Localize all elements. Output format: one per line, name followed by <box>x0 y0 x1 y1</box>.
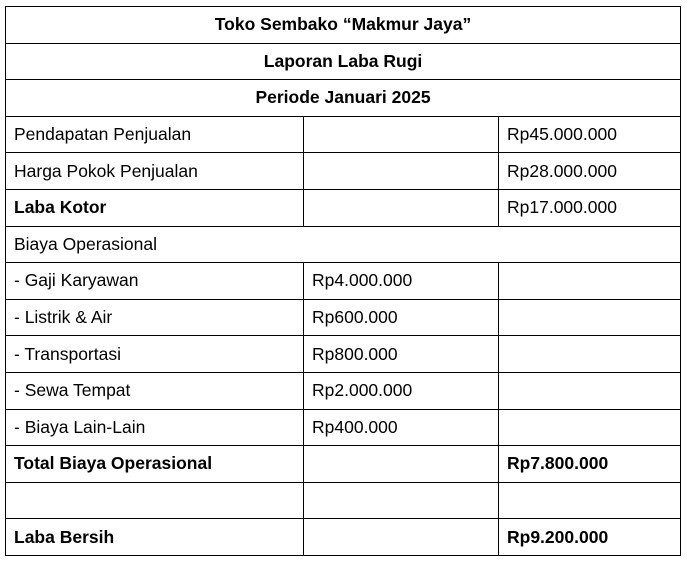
empty-cell <box>6 482 304 519</box>
report-period: Periode Januari 2025 <box>6 80 681 117</box>
table-row-net-profit <box>6 519 681 556</box>
empty-cell <box>304 446 499 483</box>
expense-amount: Rp400.000 <box>304 409 499 446</box>
empty-cell <box>304 116 499 153</box>
total-opex-label: Total Biaya Operasional <box>6 446 304 483</box>
empty-cell <box>499 263 681 300</box>
cogs-amount: Rp28.000.000 <box>499 153 681 190</box>
header-row-title <box>6 43 681 80</box>
report-title: Laporan Laba Rugi <box>6 43 681 80</box>
expense-label: - Sewa Tempat <box>6 372 304 409</box>
net-profit-amount: Rp9.200.000 <box>499 519 681 556</box>
header-row-store <box>6 7 681 44</box>
expense-amount: Rp800.000 <box>304 336 499 373</box>
expense-label: - Listrik & Air <box>6 299 304 336</box>
store-name: Toko Sembako “Makmur Jaya” <box>6 7 681 44</box>
expense-label: - Transportasi <box>6 336 304 373</box>
expense-label: - Biaya Lain-Lain <box>6 409 304 446</box>
total-opex-amount: Rp7.800.000 <box>499 446 681 483</box>
empty-cell <box>499 372 681 409</box>
table-row-expense <box>6 372 681 409</box>
expense-amount: Rp600.000 <box>304 299 499 336</box>
table-row-expense <box>6 409 681 446</box>
empty-cell <box>304 519 499 556</box>
table-row-revenue <box>6 116 681 153</box>
table-row-total-opex <box>6 446 681 483</box>
header-row-period <box>6 80 681 117</box>
expense-label: - Gaji Karyawan <box>6 263 304 300</box>
empty-cell <box>304 153 499 190</box>
expense-amount: Rp2.000.000 <box>304 372 499 409</box>
net-profit-label: Laba Bersih <box>6 519 304 556</box>
empty-cell <box>499 336 681 373</box>
opex-heading: Biaya Operasional <box>6 226 681 263</box>
table-row-spacer <box>6 482 681 519</box>
empty-cell <box>499 409 681 446</box>
gross-profit-amount: Rp17.000.000 <box>499 189 681 226</box>
cogs-label: Harga Pokok Penjualan <box>6 153 304 190</box>
revenue-amount: Rp45.000.000 <box>499 116 681 153</box>
empty-cell <box>499 299 681 336</box>
table-row-cogs <box>6 153 681 190</box>
empty-cell <box>304 189 499 226</box>
table-row-expense <box>6 336 681 373</box>
table-row-gross-profit <box>6 189 681 226</box>
table-row-expense <box>6 263 681 300</box>
revenue-label: Pendapatan Penjualan <box>6 116 304 153</box>
expense-amount: Rp4.000.000 <box>304 263 499 300</box>
empty-cell <box>499 482 681 519</box>
table-row-opex-heading <box>6 226 681 263</box>
gross-profit-label: Laba Kotor <box>6 189 304 226</box>
table-row-expense <box>6 299 681 336</box>
empty-cell <box>304 482 499 519</box>
income-statement-table <box>5 6 681 556</box>
